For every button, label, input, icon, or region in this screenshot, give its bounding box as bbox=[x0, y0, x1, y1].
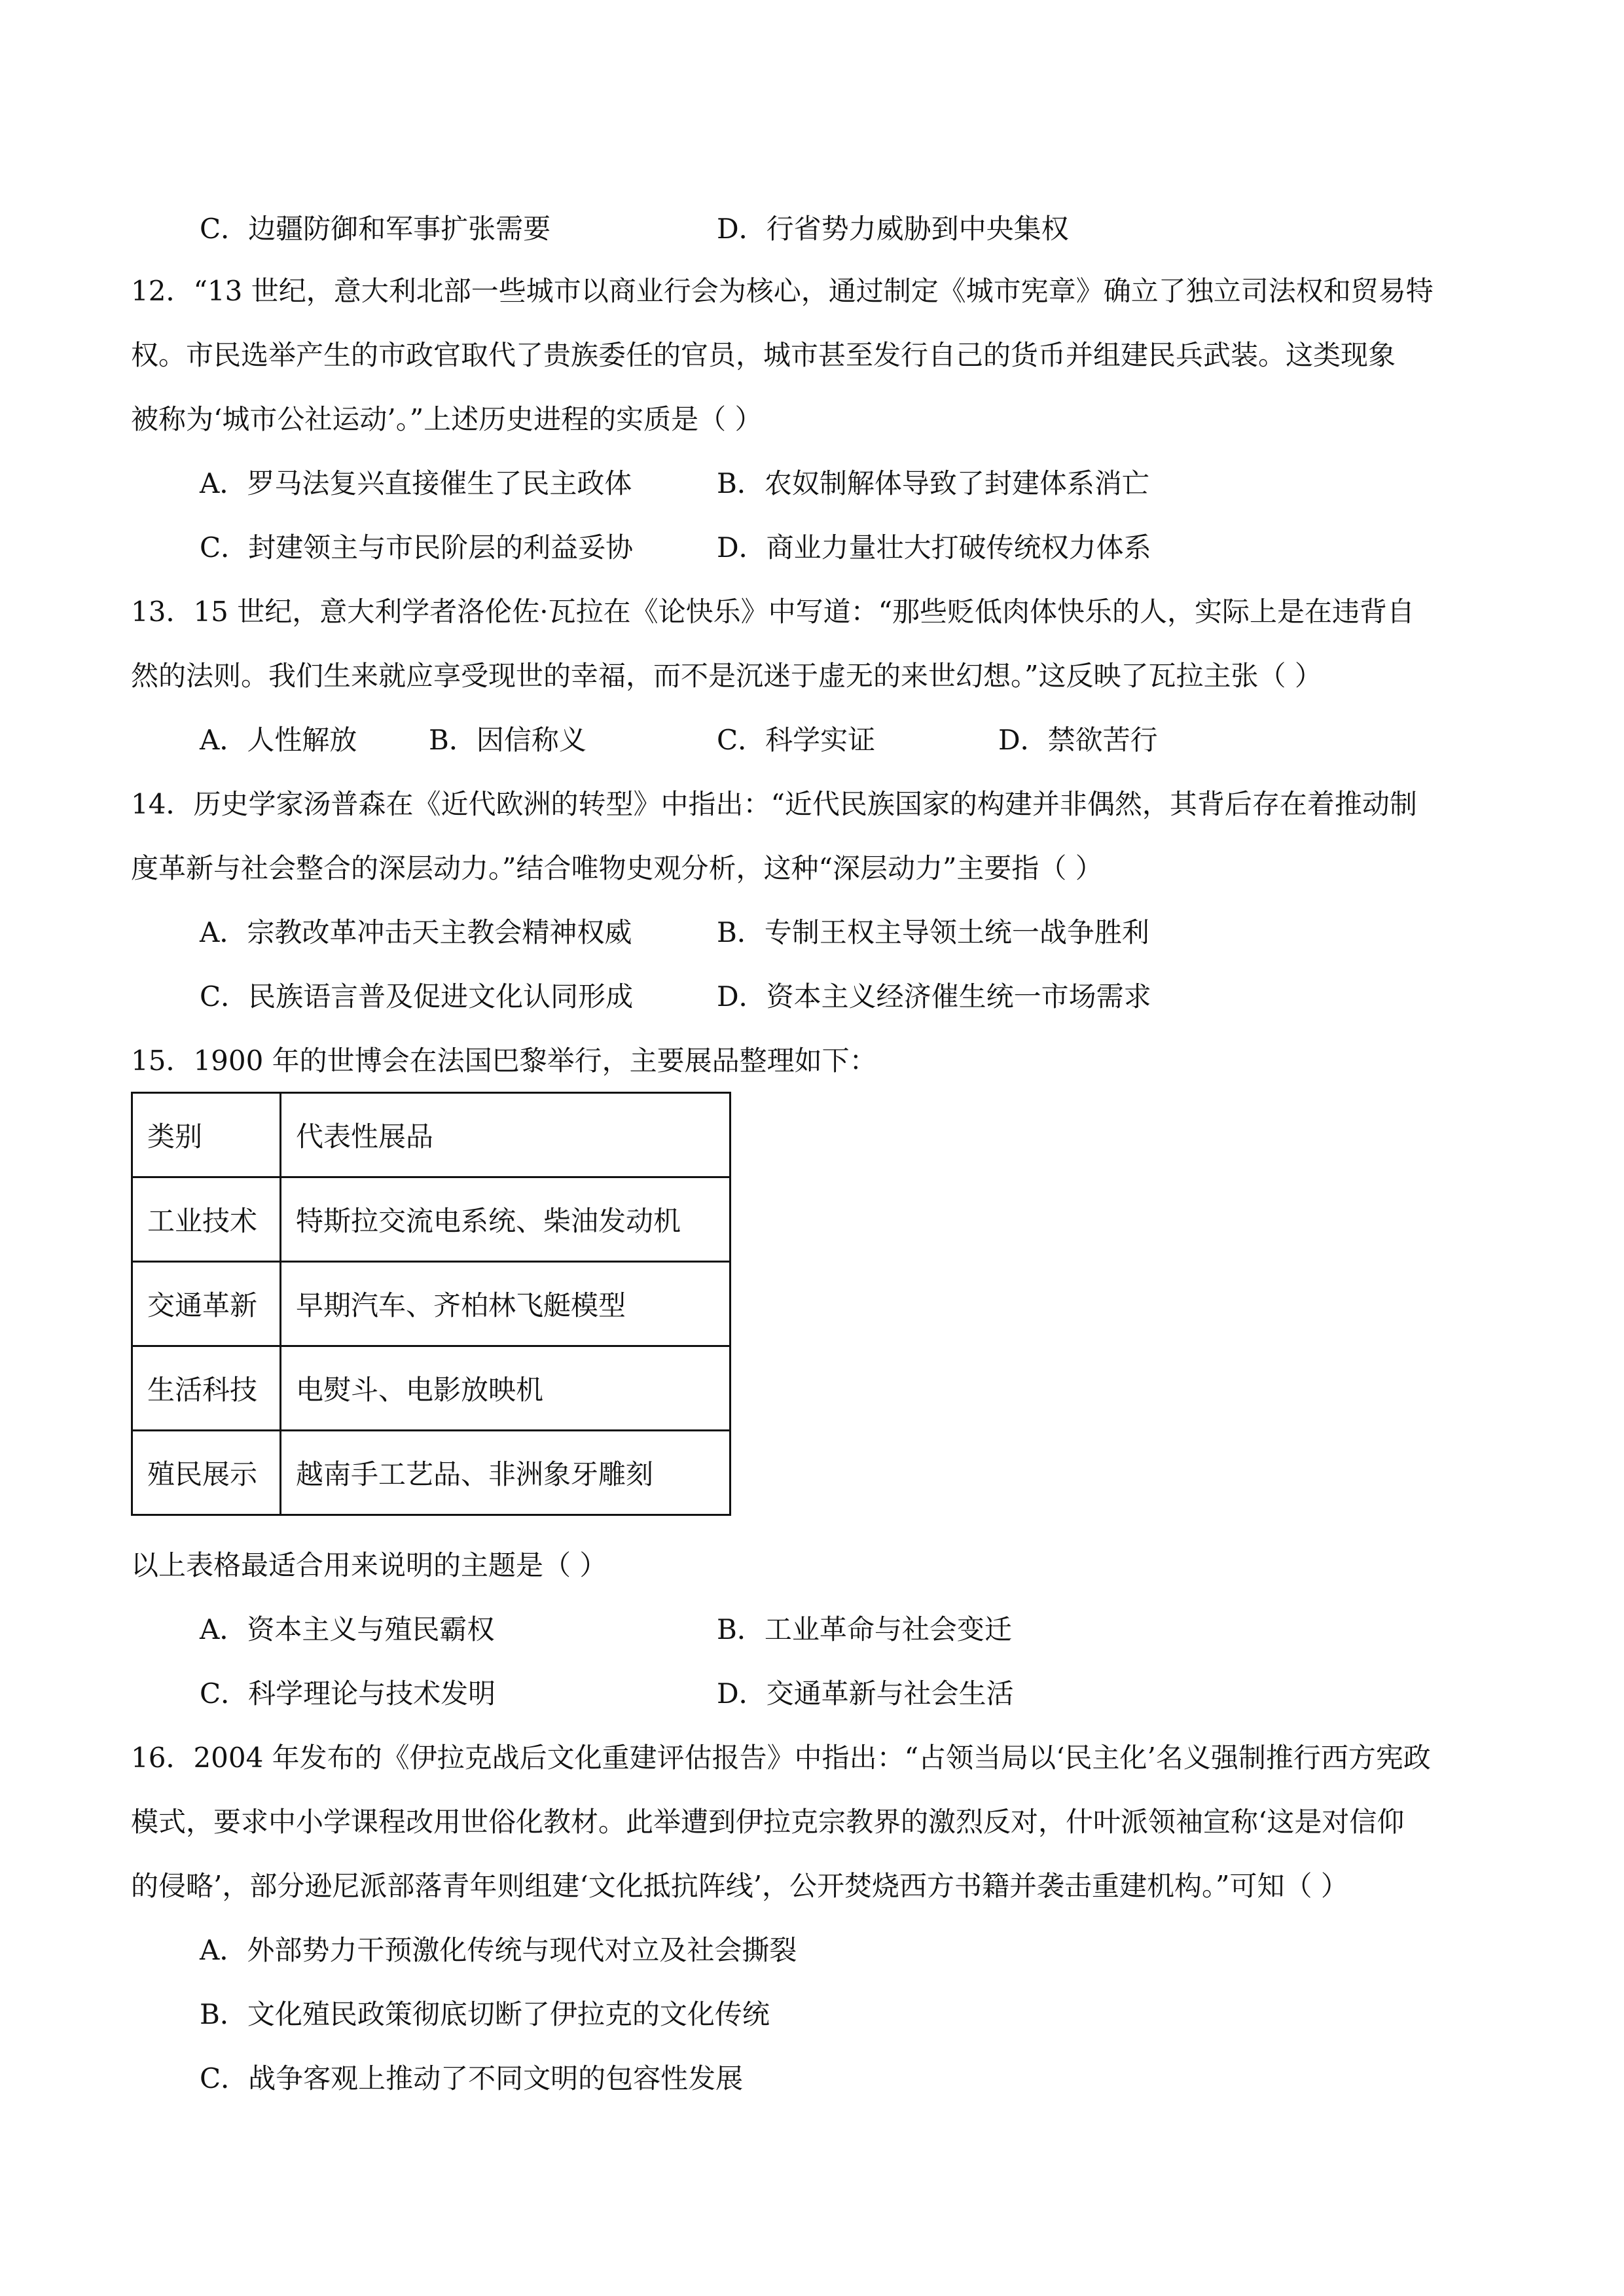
q15-question: 以上表格最适合用来说明的主题是（ ） bbox=[131, 1549, 607, 1581]
q11-option-d: D．行省势力威胁到中央集权 bbox=[717, 213, 1069, 245]
table-row bbox=[132, 1177, 731, 1262]
q12-stem-line-2: 权。市民选举产生的市政官取代了贵族委任的官员，城市甚至发行自己的货币并组建民兵武装。这类现象 bbox=[131, 339, 1396, 371]
table-cell-exhibits: 越南手工艺品、非洲象牙雕刻 bbox=[281, 1431, 731, 1515]
q15-option-d: D．交通革新与社会生活 bbox=[717, 1677, 1014, 1710]
table-header-row bbox=[132, 1093, 731, 1177]
q16-stem-line-2: 模式，要求中小学课程改用世俗化教材。此举遭到伊拉克宗教界的激烈反对，什叶派领袖宣称‘这是对信仰 bbox=[131, 1806, 1405, 1838]
q13-option-c: C．科学实证 bbox=[717, 724, 876, 756]
q16-option-c: C．战争客观上推动了不同文明的包容性发展 bbox=[200, 2062, 744, 2094]
q14-option-d: D．资本主义经济催生统一市场需求 bbox=[717, 980, 1151, 1013]
q16-option-b: B．文化殖民政策彻底切断了伊拉克的文化传统 bbox=[200, 1998, 770, 2030]
q12-option-c: C．封建领主与市民阶层的利益妥协 bbox=[200, 531, 634, 564]
q14-option-a: A．宗教改革冲击天主教会精神权威 bbox=[200, 916, 632, 948]
q14-stem-line-2: 度革新与社会整合的深层动力。”结合唯物史观分析，这种“深层动力”主要指（ ） bbox=[131, 852, 1103, 884]
table-cell-exhibits: 特斯拉交流电系统、柴油发动机 bbox=[281, 1177, 731, 1262]
table-row bbox=[132, 1431, 731, 1515]
table-row bbox=[132, 1262, 731, 1346]
q11-option-c: C．边疆防御和军事扩张需要 bbox=[200, 213, 551, 245]
q16-option-a: A．外部势力干预激化传统与现代对立及社会撕裂 bbox=[200, 1934, 797, 1966]
q14-option-c: C．民族语言普及促进文化认同形成 bbox=[200, 980, 634, 1013]
table-cell-category: 生活科技 bbox=[132, 1346, 281, 1431]
q15-option-c: C．科学理论与技术发明 bbox=[200, 1677, 496, 1710]
q15-option-a: A．资本主义与殖民霸权 bbox=[200, 1613, 495, 1645]
q12-stem-line-1: 12．“13 世纪，意大利北部一些城市以商业行会为核心，通过制定《城市宪章》确立了独立司法权和贸易特 bbox=[131, 275, 1434, 307]
q12-stem-line-3: 被称为‘城市公社运动’。”上述历史进程的实质是（ ） bbox=[131, 403, 763, 435]
q12-option-b: B．农奴制解体导致了封建体系消亡 bbox=[717, 467, 1149, 499]
q13-stem-line-1: 13．15 世纪，意大利学者洛伦佐·瓦拉在《论快乐》中写道：“那些贬低肉体快乐的人，实际上是在违背自 bbox=[131, 596, 1415, 628]
q14-option-b: B．专制王权主导领土统一战争胜利 bbox=[717, 916, 1149, 948]
q14-stem-line-1: 14．历史学家汤普森在《近代欧洲的转型》中指出：“近代民族国家的构建并非偶然，其背后存在着推动制 bbox=[131, 788, 1417, 820]
q12-option-d: D．商业力量壮大打破传统权力体系 bbox=[717, 531, 1151, 564]
q13-option-d: D．禁欲苦行 bbox=[998, 724, 1158, 756]
q16-stem-line-3: 的侵略’，部分逊尼派部落青年则组建‘文化抵抗阵线’，公开焚烧西方书籍并袭击重建机构。”可知（ ） bbox=[131, 1870, 1348, 1902]
q15-option-b: B．工业革命与社会变迁 bbox=[717, 1613, 1012, 1645]
q13-option-a: A．人性解放 bbox=[200, 724, 357, 756]
q16-stem-line-1: 16．2004 年发布的《伊拉克战后文化重建评估报告》中指出：“占领当局以‘民主化’名义强制推行西方宪政 bbox=[131, 1742, 1431, 1774]
table-cell-exhibits: 电熨斗、电影放映机 bbox=[281, 1346, 731, 1431]
expo-exhibit-table bbox=[131, 1092, 731, 1516]
table-cell-category: 交通革新 bbox=[132, 1262, 281, 1346]
q13-option-b: B．因信称义 bbox=[429, 724, 586, 756]
table-header-cell: 类别 bbox=[132, 1093, 281, 1177]
table-header-cell: 代表性展品 bbox=[281, 1093, 731, 1177]
q13-stem-line-2: 然的法则。我们生来就应享受现世的幸福，而不是沉迷于虚无的来世幻想。”这反映了瓦拉主张（ ） bbox=[131, 660, 1322, 692]
q15-stem: 15．1900 年的世博会在法国巴黎举行，主要展品整理如下： bbox=[131, 1045, 877, 1077]
q12-option-a: A．罗马法复兴直接催生了民主政体 bbox=[200, 467, 632, 499]
table-cell-category: 工业技术 bbox=[132, 1177, 281, 1262]
table-row bbox=[132, 1346, 731, 1431]
table-cell-category: 殖民展示 bbox=[132, 1431, 281, 1515]
table-cell-exhibits: 早期汽车、齐柏林飞艇模型 bbox=[281, 1262, 731, 1346]
